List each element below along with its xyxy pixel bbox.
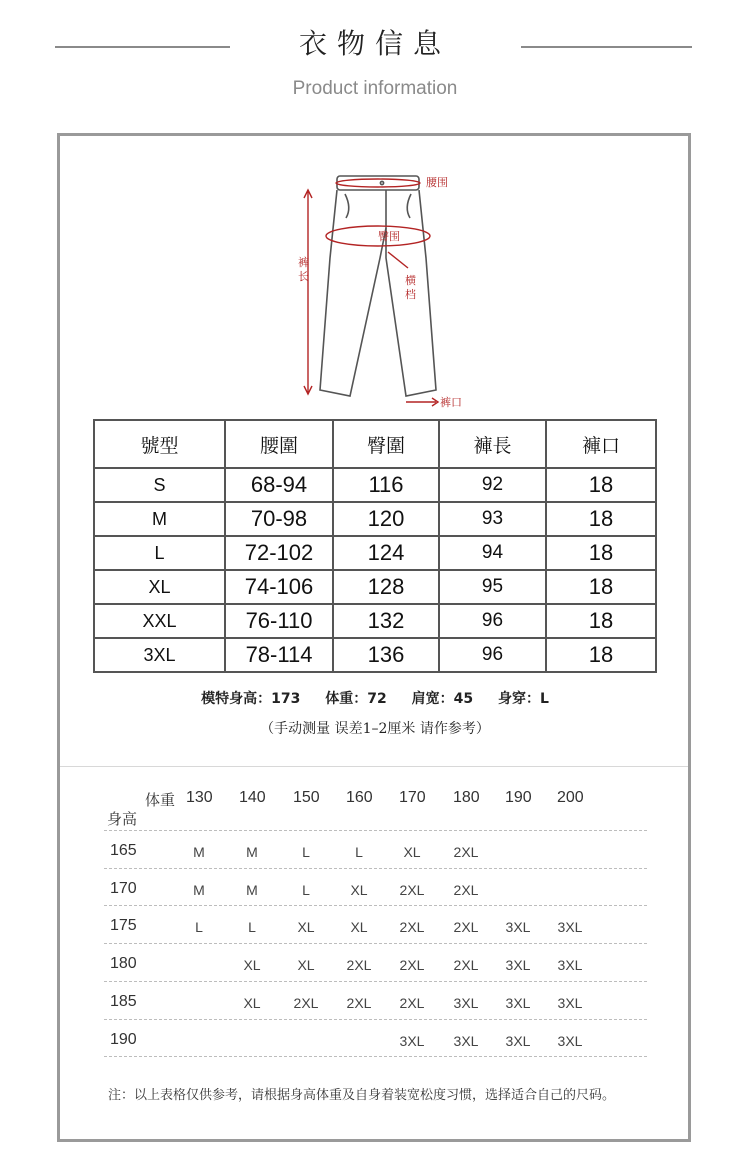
recommended-size: 3XL: [505, 957, 531, 973]
height-value: 165: [110, 842, 137, 859]
pants-outline: [320, 176, 436, 396]
weight-header: 150: [293, 789, 320, 806]
footnote: 注：以上表格仅供参考，请根据身高体重及自身着装宽松度习惯，选择适合自己的尺码。: [108, 1088, 616, 1103]
grid-divider: [104, 1019, 647, 1020]
model-info: [0, 688, 750, 708]
recommended-size: XL: [350, 919, 368, 935]
hem-label: 裤口: [440, 396, 462, 408]
waist-cell: 74-106: [225, 570, 333, 604]
table-row: [94, 502, 656, 536]
grid-divider: [104, 830, 647, 831]
length-cell: 95: [439, 570, 546, 604]
weight-header: 160: [346, 789, 373, 806]
length-label-2: 长: [298, 270, 309, 283]
grid-divider: [104, 943, 647, 944]
size-cell: XL: [94, 570, 225, 604]
weight-header: 190: [505, 789, 532, 806]
table-row: [94, 638, 656, 672]
recommended-size: L: [355, 844, 363, 860]
hip-cell: 124: [333, 536, 439, 570]
recommended-size: 3XL: [557, 1033, 583, 1049]
recommended-size: 3XL: [505, 995, 531, 1011]
recommended-size: 2XL: [346, 957, 372, 973]
table-row: [94, 536, 656, 570]
height-value: 185: [110, 993, 137, 1010]
recommended-size: 2XL: [453, 957, 479, 973]
hip-label: 臀围: [378, 230, 400, 243]
recommended-size: L: [248, 919, 256, 935]
waist-cell: 78-114: [225, 638, 333, 672]
table-row: [94, 604, 656, 638]
recommended-size: XL: [243, 995, 261, 1011]
recommended-size: 2XL: [399, 995, 425, 1011]
height-value: 190: [110, 1031, 137, 1048]
recommended-size: 2XL: [453, 844, 479, 860]
waist-cell: 76-110: [225, 604, 333, 638]
recommended-size: M: [246, 844, 258, 860]
size-cell: L: [94, 536, 225, 570]
height-axis-label: 身高: [107, 810, 138, 828]
recommended-size: 3XL: [505, 1033, 531, 1049]
recommended-size: 2XL: [399, 882, 425, 898]
weight-axis-label: 体重: [145, 791, 176, 809]
header-size: 號型: [94, 420, 225, 468]
recommended-size: 2XL: [399, 919, 425, 935]
recommended-size: 2XL: [453, 919, 479, 935]
recommended-size: XL: [297, 957, 315, 973]
table-row: [94, 468, 656, 502]
header-hem: 褲口: [546, 420, 656, 468]
recommended-size: XL: [403, 844, 421, 860]
model-size-worn: 身穿：L: [497, 691, 549, 707]
measurement-marks: [304, 179, 438, 406]
recommended-size: 3XL: [557, 995, 583, 1011]
grid-divider: [104, 868, 647, 869]
weight-header: 180: [453, 789, 480, 806]
header-waist: 腰圍: [225, 420, 333, 468]
recommended-size: 2XL: [399, 957, 425, 973]
waist-cell: 72-102: [225, 536, 333, 570]
length-cell: 96: [439, 638, 546, 672]
length-label-1: 裤: [298, 256, 309, 269]
recommended-size: 3XL: [557, 919, 583, 935]
recommended-size: M: [193, 882, 205, 898]
recommended-size: L: [302, 882, 310, 898]
height-value: 170: [110, 880, 137, 897]
recommended-size: M: [193, 844, 205, 860]
height-value: 175: [110, 917, 137, 934]
grid-divider: [104, 981, 647, 982]
weight-header: 170: [399, 789, 426, 806]
recommended-size: 2XL: [453, 882, 479, 898]
hem-cell: 18: [546, 604, 656, 638]
size-table: [93, 419, 657, 673]
size-cell: 3XL: [94, 638, 225, 672]
recommended-size: 3XL: [453, 1033, 479, 1049]
hip-cell: 116: [333, 468, 439, 502]
page-subtitle: Product information: [292, 78, 458, 99]
recommended-size: 2XL: [293, 995, 319, 1011]
recommended-size: L: [302, 844, 310, 860]
grid-divider: [104, 905, 647, 906]
recommended-size: M: [246, 882, 258, 898]
hip-cell: 136: [333, 638, 439, 672]
hem-cell: 18: [546, 468, 656, 502]
weight-header: 130: [186, 789, 213, 806]
size-table-header: [94, 420, 656, 468]
recommended-size: XL: [297, 919, 315, 935]
model-height: 模特身高：173: [201, 691, 301, 707]
recommended-size: 3XL: [453, 995, 479, 1011]
hip-cell: 132: [333, 604, 439, 638]
length-cell: 96: [439, 604, 546, 638]
recommended-size: L: [195, 919, 203, 935]
recommended-size: 3XL: [557, 957, 583, 973]
crotch-label-2: 档: [405, 288, 416, 301]
model-weight: 体重：72: [325, 691, 387, 707]
recommended-size: XL: [350, 882, 368, 898]
hip-cell: 120: [333, 502, 439, 536]
size-cell: XXL: [94, 604, 225, 638]
size-cell: S: [94, 468, 225, 502]
size-cell: M: [94, 502, 225, 536]
length-cell: 93: [439, 502, 546, 536]
header-length: 褲長: [439, 420, 546, 468]
weight-header: 200: [557, 789, 584, 806]
crotch-label-1: 横: [405, 274, 416, 287]
height-value: 180: [110, 955, 137, 972]
table-row: [94, 570, 656, 604]
length-cell: 92: [439, 468, 546, 502]
section-divider: [60, 766, 688, 767]
hem-cell: 18: [546, 536, 656, 570]
pants-measurement-diagram: [290, 168, 480, 408]
page-title: 衣物信息: [298, 27, 451, 60]
hem-cell: 18: [546, 570, 656, 604]
waist-cell: 70-98: [225, 502, 333, 536]
recommended-size: 3XL: [399, 1033, 425, 1049]
hem-cell: 18: [546, 638, 656, 672]
header-hip: 臀圍: [333, 420, 439, 468]
grid-divider: [104, 1056, 647, 1057]
waist-label: 腰围: [426, 176, 448, 189]
measurement-note: （手动测量 误差1–2厘米 请作参考）: [260, 721, 490, 737]
hip-cell: 128: [333, 570, 439, 604]
hem-cell: 18: [546, 502, 656, 536]
weight-header: 140: [239, 789, 266, 806]
recommended-size: 2XL: [346, 995, 372, 1011]
length-cell: 94: [439, 536, 546, 570]
recommended-size: XL: [243, 957, 261, 973]
waist-cell: 68-94: [225, 468, 333, 502]
recommended-size: 3XL: [505, 919, 531, 935]
model-shoulder: 肩宽：45: [411, 691, 474, 707]
